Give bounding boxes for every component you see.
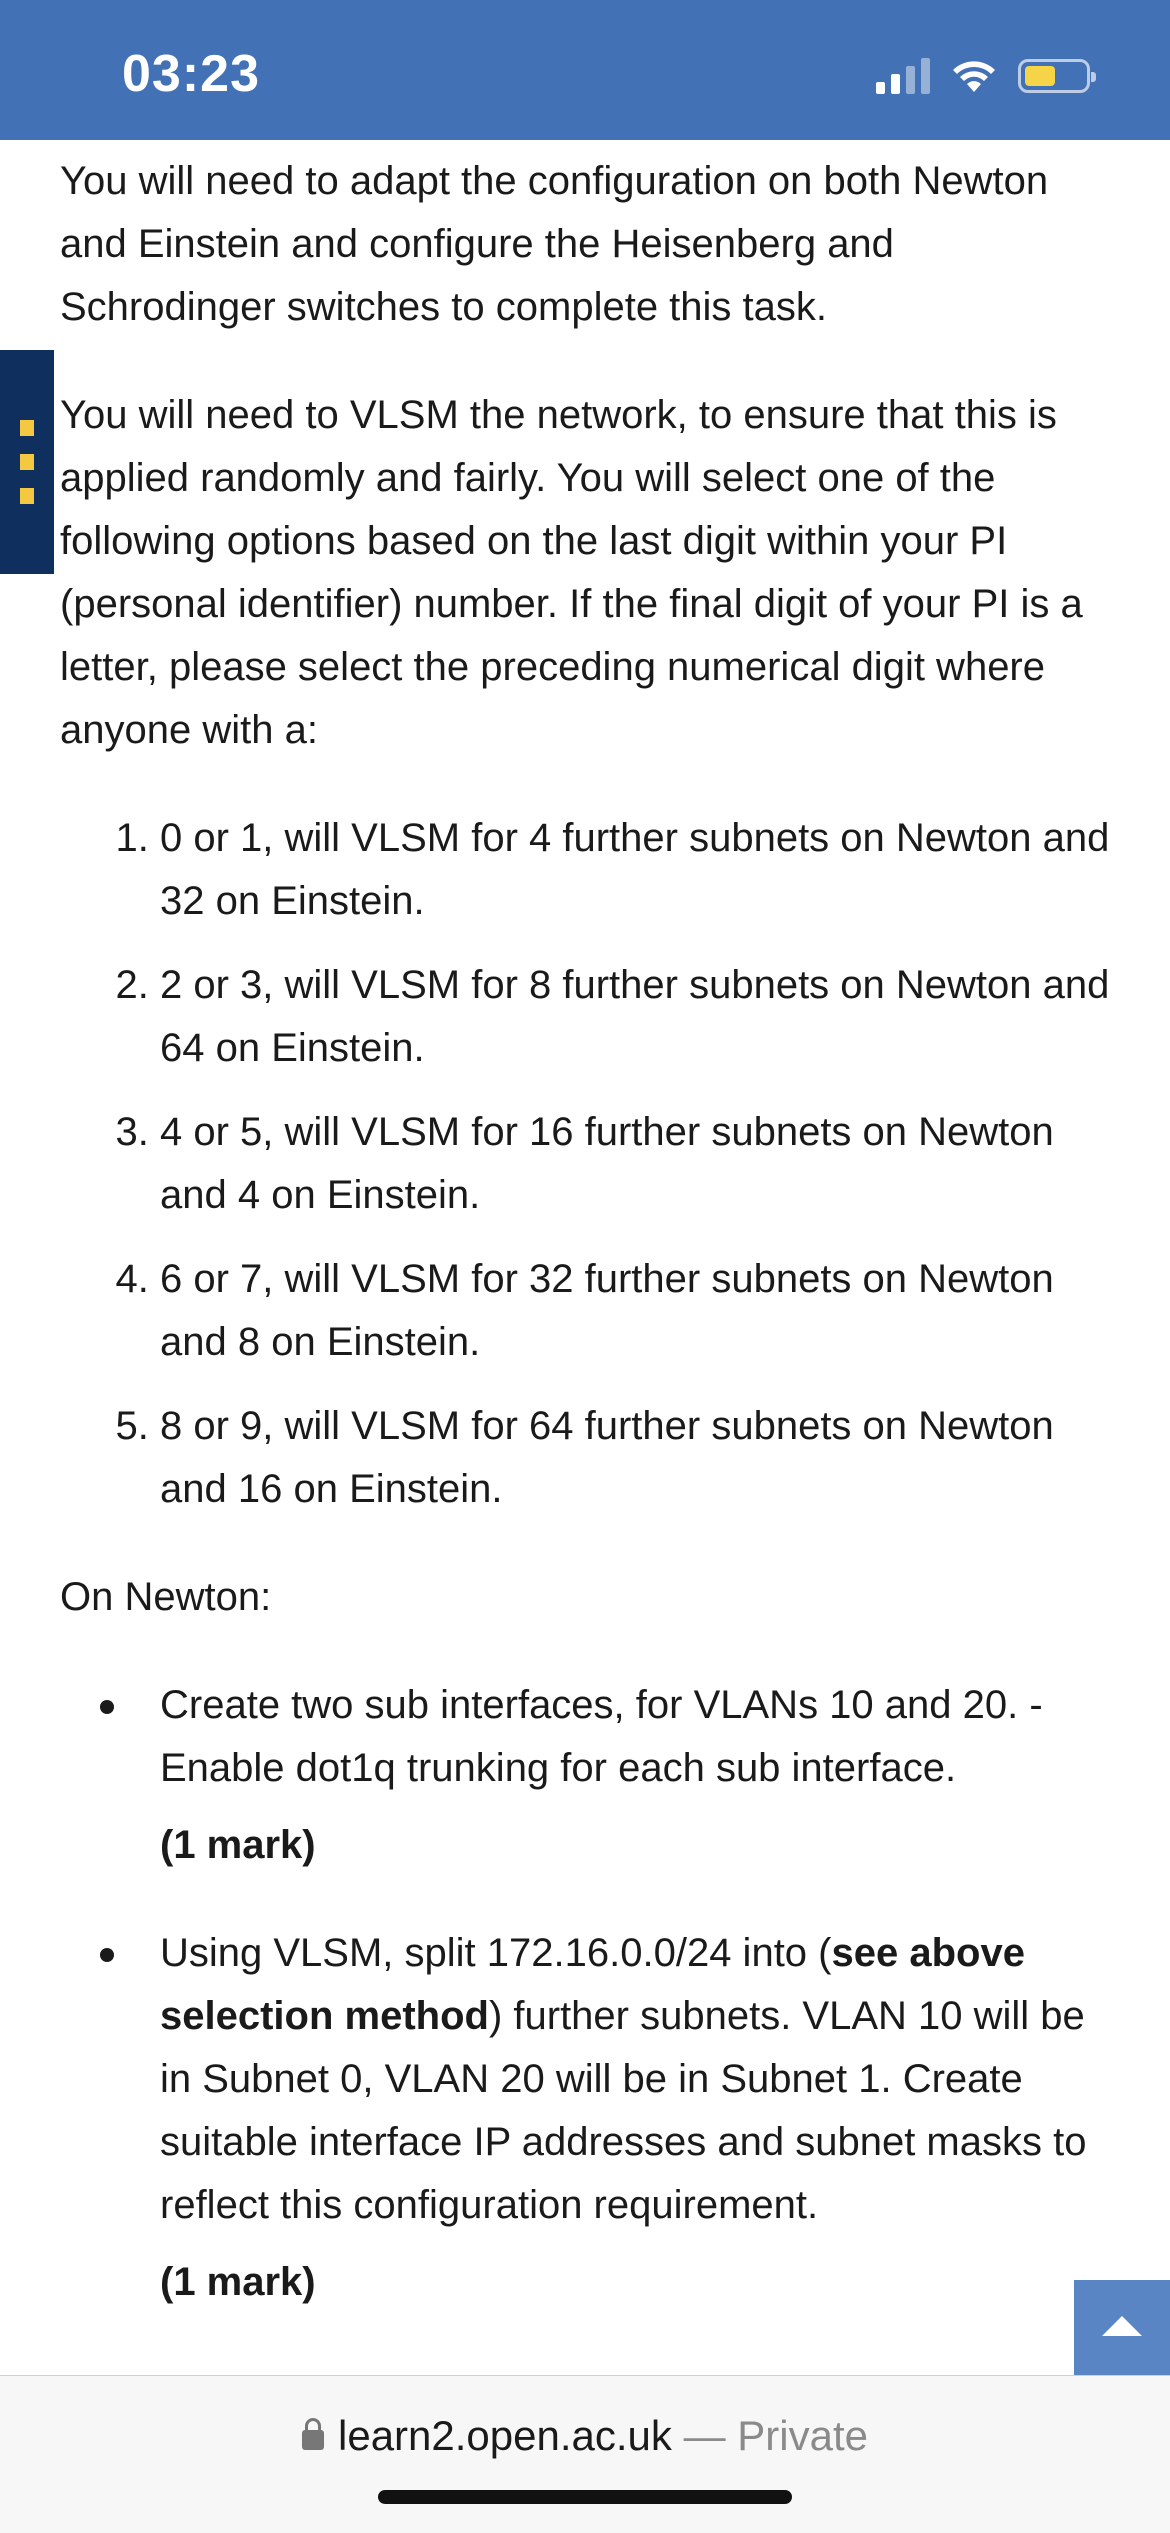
status-icons (876, 56, 1090, 96)
status-time: 03:23 (122, 45, 260, 103)
option-item: 4. 6 or 7, will VLSM for 32 further subnets on Newton and 8 on Einstein. (160, 1248, 1120, 1374)
private-label: — Private (683, 2412, 868, 2459)
task-text-before: Using VLSM, split 172.16.0.0/24 into ( (160, 1931, 832, 1975)
task-mark: (1 mark) (160, 1823, 316, 1867)
scroll-to-top-button[interactable] (1074, 2280, 1170, 2376)
on-newton-heading: On Newton: (60, 1575, 272, 1619)
option-item: 1. 0 or 1, will VLSM for 4 further subnets on Newton and 32 on Einstein. (160, 807, 1120, 933)
home-indicator[interactable] (378, 2490, 792, 2504)
article-content (60, 150, 1120, 2359)
option-item: 5. 8 or 9, will VLSM for 64 further subnets on Newton and 16 on Einstein. (160, 1395, 1120, 1521)
handle-dot-icon (20, 454, 34, 470)
wifi-icon (952, 58, 996, 94)
vlsm-intro-paragraph: You will need to VLSM the network, to ensure that this is applied randomly and fairly. You will select one of the following options based on the last digit within your PI (personal identifier) number. If the final digit of your PI is a letter, please select the preceding numerical digit where anyone with a: (60, 393, 1083, 752)
lock-icon (302, 2430, 324, 2450)
url-domain: learn2.open.ac.uk (338, 2412, 672, 2459)
side-drawer-handle[interactable] (0, 350, 54, 574)
url-row[interactable] (0, 2412, 1170, 2460)
task-item (160, 1674, 1120, 1877)
option-item: 2. 2 or 3, will VLSM for 8 further subnets on Newton and 64 on Einstein. (160, 954, 1120, 1080)
task-mark: (1 mark) (160, 2260, 316, 2304)
option-item: 3. 4 or 5, will VLSM for 16 further subnets on Newton and 4 on Einstein. (160, 1101, 1120, 1227)
status-bar (0, 0, 1170, 140)
task-text: Create two sub interfaces, for VLANs 10 and 20. - Enable dot1q trunking for each sub interface. (160, 1683, 1043, 1790)
browser-address-bar[interactable] (0, 2375, 1170, 2533)
signal-icon (876, 58, 930, 94)
newton-task-list (60, 1674, 1120, 2314)
options-list (60, 807, 1120, 1521)
handle-dot-icon (20, 488, 34, 504)
task-item (160, 1922, 1120, 2314)
intro-paragraph: You will need to adapt the configuration on both Newton and Einstein and configure the Heisenberg and Schrodinger switches to complete this task. (60, 159, 1049, 329)
battery-icon (1018, 59, 1090, 93)
arrow-up-icon (1102, 2316, 1142, 2336)
handle-dot-icon (20, 420, 34, 436)
task-text-bold: see above selection method (160, 1931, 1025, 2038)
task-text-after: ) further subnets. VLAN 10 will be in Subnet 0, VLAN 20 will be in Subnet 1. Create suitable interface IP addresses and subnet masks to reflect this configuration requirement. (160, 1994, 1087, 2227)
